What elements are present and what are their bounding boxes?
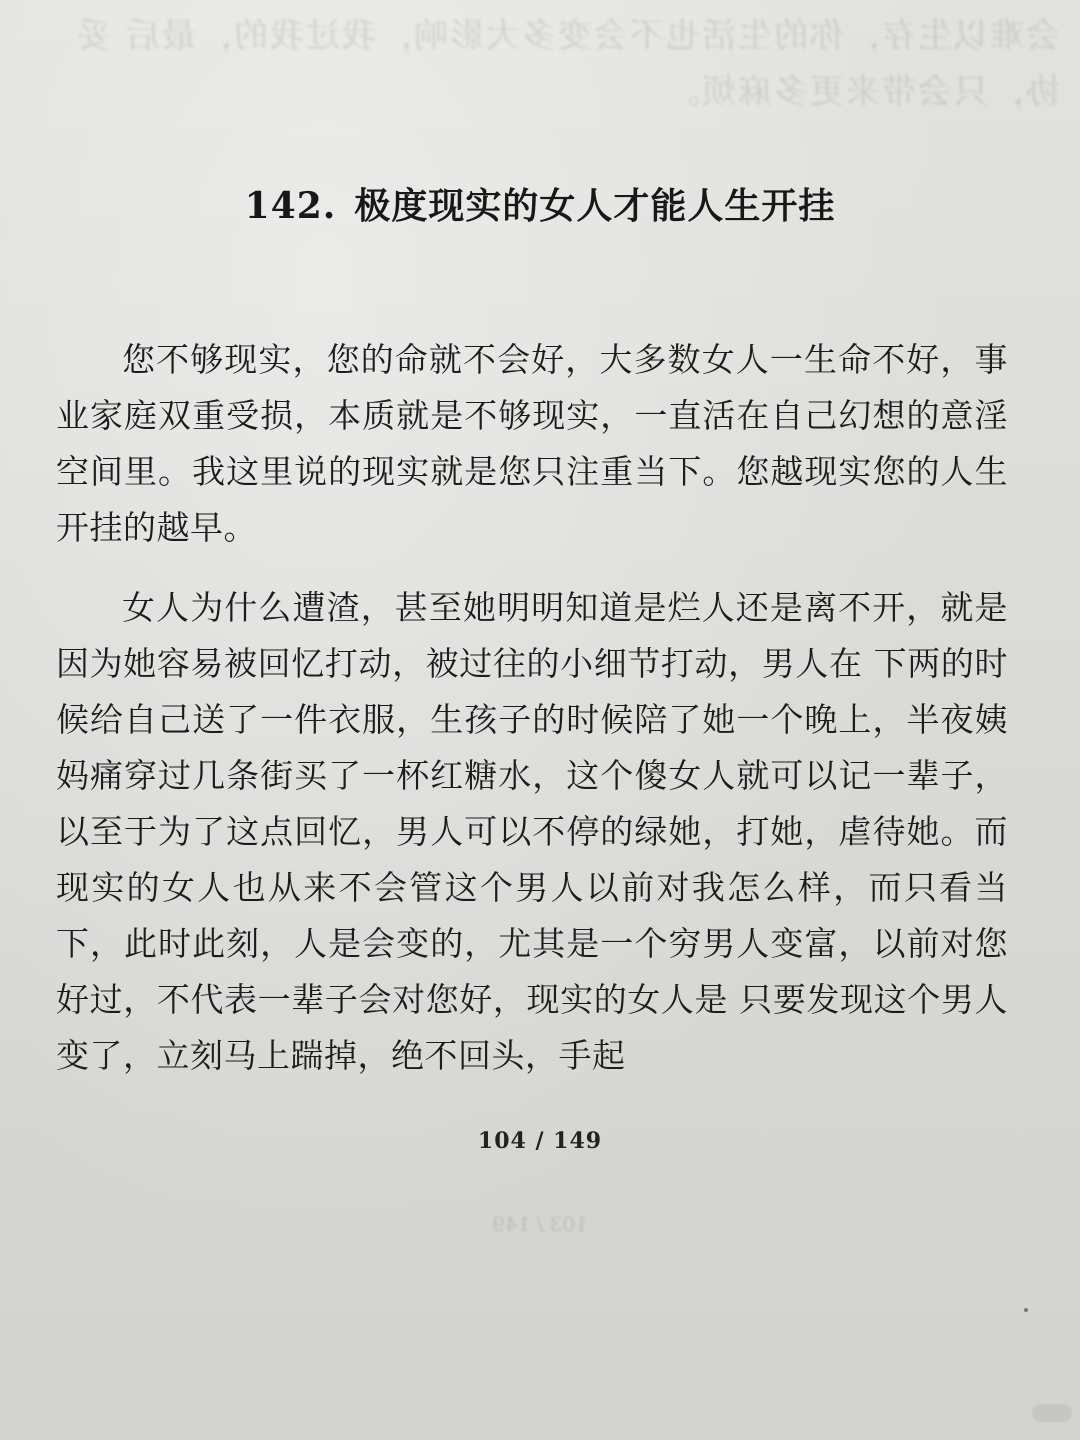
body-text (56, 332, 1008, 1108)
paragraph-1: 您不够现实，您的命就不会好，大多数女人一生命不好，事业家庭双重受损，本质就是不够现实，一直活在自己幻想的意淫空间里。我这里说的现实就是您只注重当下。您越现实您的人生开挂的越早。 (56, 340, 1008, 547)
page-number: 104 / 149 (477, 1128, 603, 1154)
paragraph-2: 女人为什么遭渣，甚至她明明知道是烂人还是离不开，就是因为她容易被回忆打动，被过往的小细节打动，男人在 下两的时候给自己送了一件衣服，生孩子的时候陪了她一个晚上，半夜姨妈痛穿过几条街买了一杯红糖水，这个傻女人就可以记一辈子，以至于为了这点回忆，男人可以不停的绿她，打她，虐待她。而现实的女人也从来不会管这个男人以前对我怎么样，而只看当下，此时此刻，人是会变的，尤其是一个穷男人变富，以前对您好过，不代表一辈子会对您好，现实的女人是 只要发现这个男人变了，立刻马上踹掉，绝不回头，手起 (56, 588, 1008, 1075)
section-number: 142. (244, 185, 337, 227)
section-heading (0, 178, 1080, 229)
bleed-through-text-top: 会难以生存，你的生活也不会变多大影响，我过我的，最后 妥协，只会带来更多麻烦。 (75, 16, 1060, 112)
dust-speck (1024, 1308, 1028, 1312)
watermark-badge (1032, 1404, 1072, 1422)
bleed-through-page-number: 103 / 149 (492, 1212, 588, 1236)
section-title: 极度现实的女人才能人生开挂 (354, 185, 836, 227)
